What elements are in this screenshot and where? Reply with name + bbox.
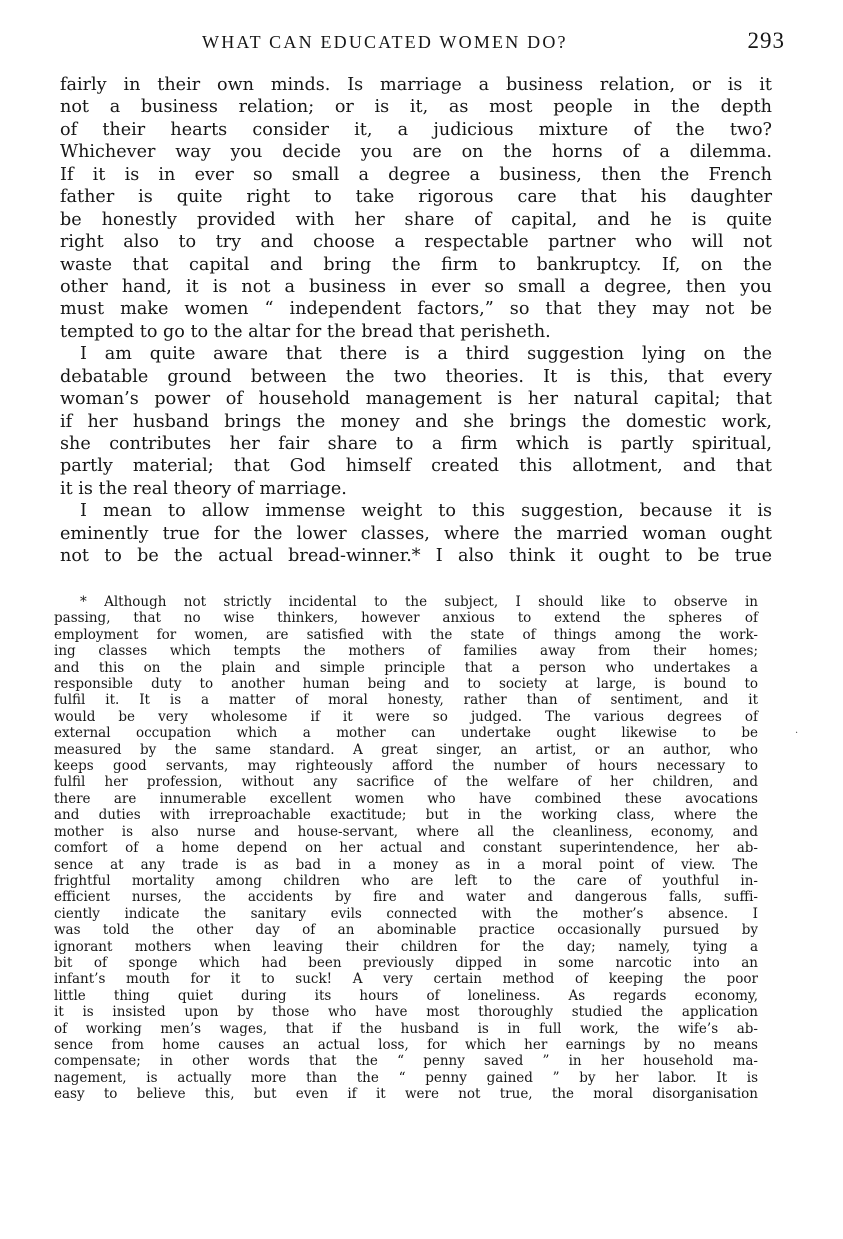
footnote-line: sence from home causes an actual loss, for which her earnings by no means [54, 1036, 758, 1053]
text-line: if her husband brings the money and she brings the domestic work, [60, 411, 772, 432]
text-line: father is quite right to take rigorous care that his daughter [60, 187, 772, 208]
text-line: waste that capital and bring the firm to bankruptcy. If, on the [60, 254, 772, 275]
text-line: fairly in their own minds. Is marriage a business relation, or is it [60, 75, 772, 95]
text-line: eminently true for the lower classes, where the married woman ought [60, 523, 772, 544]
text-line: Whichever way you decide you are on the horns of a dilemma. [60, 142, 772, 163]
footnote-line: mother is also nurse and house-servant, where all the cleanliness, economy, and [54, 823, 758, 840]
text-line: not to be the actual bread-winner.* I also think it ought to be true [60, 546, 772, 567]
footnote-line: of working men’s wages, that if the husband is in full work, the wife’s ab- [54, 1020, 758, 1037]
text-line: partly material; that God himself created this allotment, and that [60, 456, 772, 477]
footnote-line: nagement, is actually more than the “ penny gained ” by her labor. It is [54, 1069, 758, 1086]
footnote-line: compensate; in other words that the “ penny saved ” in her household ma- [54, 1053, 758, 1070]
text-line: tempted to go to the altar for the bread that perisheth. [60, 321, 551, 342]
footnote-line: easy to believe this, but even if it were not true, the moral disorganisation [54, 1086, 758, 1103]
text-line: of their hearts consider it, a judicious mixture of the two? [60, 119, 772, 140]
footnote-line: comfort of a home depend on her actual and constant superintendence, her ab- [54, 840, 758, 857]
footnote-line: fulfil it. It is a matter of moral honesty, rather than of sentiment, and it [54, 692, 758, 709]
text-line: she contributes her fair share to a firm which is partly spiritual, [60, 434, 772, 454]
footnote-line: efficient nurses, the accidents by fire and water and dangerous falls, suffi- [54, 889, 758, 906]
footnote-line: ciently indicate the sanitary evils connected with the mother’s absence. I [54, 905, 758, 922]
footnote-line: was told the other day of an abominable practice occasionally pursued by [54, 922, 758, 939]
running-title: WHAT CAN EDUCATED WOMEN DO? [202, 32, 568, 52]
text-line: I am quite aware that there is a third suggestion lying on the [80, 344, 772, 365]
text-line: right also to try and choose a respectable partner who will not [60, 232, 772, 253]
text-line: woman’s power of household management is her natural capital; that [60, 389, 772, 410]
footnote-line: there are innumerable excellent women who have combined these avocations [54, 790, 758, 807]
footnote-line: ing classes which tempts the mothers of families away from their homes; [54, 643, 758, 660]
footnote-line: sence at any trade is as bad in a money as in a moral point of view. The [54, 856, 758, 873]
page-header [62, 28, 785, 58]
print-speck: · [795, 728, 799, 739]
text-line: I mean to allow immense weight to this suggestion, because it is [80, 501, 772, 522]
text-line: it is the real theory of marriage. [60, 478, 347, 499]
text-line: must make women “ independent factors,” so that they may not be [60, 299, 772, 320]
text-line: If it is in ever so small a degree a business, then the French [60, 164, 772, 185]
page-number: 293 [747, 28, 785, 53]
footnote-line: bit of sponge which had been previously dipped in some narcotic into an [54, 954, 758, 971]
footnote-line: ignorant mothers when leaving their children for the day; namely, tying a [54, 938, 758, 955]
footnote-line: * Although not strictly incidental to the subject, I should like to observe in [80, 594, 758, 610]
footnote-line: and duties with irreproachable exactitude; but in the working class, where the [54, 807, 758, 824]
footnote-line: measured by the same standard. A great singer, an artist, or an author, who [54, 741, 758, 758]
footnote-line: fulfil her profession, without any sacrifice of the welfare of her children, and [54, 774, 758, 791]
footnote-line: employment for women, are satisfied with the state of things among the work- [54, 626, 758, 643]
footnote-line: it is insisted upon by those who have most thoroughly studied the application [54, 1004, 758, 1021]
footnote-line: responsible duty to another human being and to society at large, is bound to [54, 676, 758, 693]
footnote-line: infant’s mouth for it to suck! A very certain method of keeping the poor [54, 971, 758, 988]
text-line: debatable ground between the two theories. It is this, that every [60, 366, 772, 387]
footnote [54, 594, 758, 1103]
footnote-line: and this on the plain and simple principle that a person who undertakes a [54, 659, 758, 676]
footnote-line: keeps good servants, may righteously afford the number of hours necessary to [54, 758, 758, 775]
text-line: be honestly provided with her share of capital, and he is quite [60, 209, 772, 230]
text-line: other hand, it is not a business in ever so small a degree, then you [60, 276, 772, 297]
footnote-line: passing, that no wise thinkers, however anxious to extend the spheres of [54, 610, 758, 627]
footnote-line: would be very wholesome if it were so judged. The various degrees of [54, 708, 758, 725]
footnote-line: little thing quiet during its hours of loneliness. As regards economy, [54, 987, 758, 1004]
footnote-line: frightful mortality among children who are left to the care of youthful in- [54, 872, 758, 889]
text-line: not a business relation; or is it, as most people in the depth [60, 97, 772, 118]
footnote-line: external occupation which a mother can undertake ought likewise to be [54, 725, 758, 742]
main-text [60, 74, 772, 568]
